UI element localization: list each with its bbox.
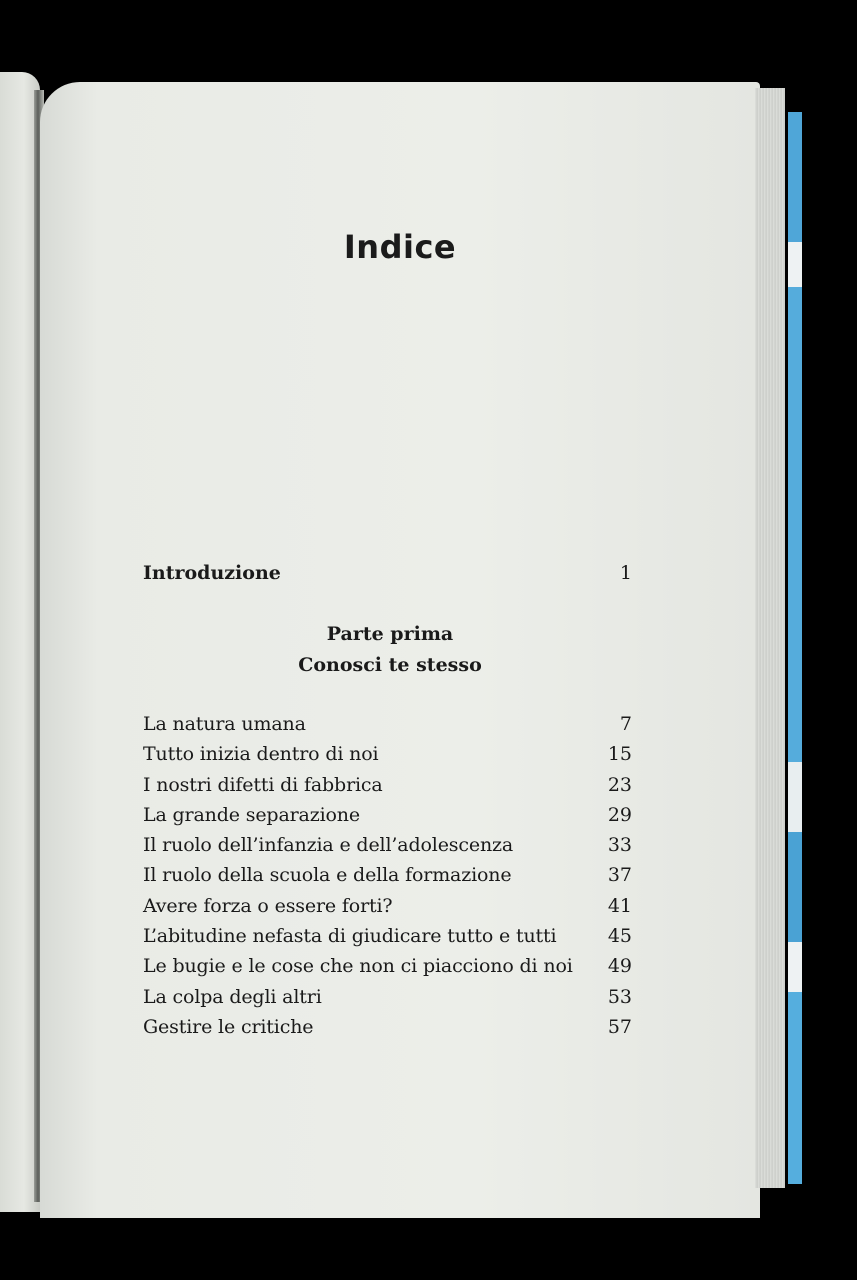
toc-entry-label: La natura umana	[143, 713, 306, 735]
toc-entry-label: Il ruolo della scuola e della formazione	[143, 864, 512, 887]
toc-entry	[143, 713, 632, 743]
toc-entry	[143, 743, 632, 773]
toc-entry-label: Avere forza o essere forti?	[143, 894, 393, 917]
toc-entry-page: 45	[607, 925, 632, 948]
toc-entry	[143, 834, 632, 864]
toc-entry-label: Gestire le critiche	[143, 1015, 314, 1038]
toc-entry-page: 29	[607, 803, 632, 826]
toc-entry-page: 23	[607, 773, 632, 796]
toc-entry	[143, 955, 632, 985]
toc-entry-page: 53	[607, 985, 632, 1008]
toc-entry-label: Tutto inizia dentro di noi	[143, 743, 379, 766]
toc-entry-page: 1	[619, 562, 632, 584]
toc-list	[143, 713, 632, 1046]
toc-entry	[143, 864, 632, 894]
toc-entry	[143, 925, 632, 955]
toc-entry-page: 49	[607, 955, 632, 978]
toc-entry-label: Il ruolo dell’infanzia e dell’adolescenza	[143, 834, 514, 857]
toc-entry-label: La colpa degli altri	[143, 985, 322, 1008]
toc-entry-label: Le bugie e le cose che non ci piacciono di noi	[143, 955, 573, 978]
toc-entry-page: 57	[607, 1015, 632, 1038]
toc-entry-page: 41	[607, 894, 632, 917]
index-title: Indice	[343, 228, 457, 266]
blue-cover-edge	[788, 112, 802, 1184]
toc-entry-label: Introduzione	[143, 562, 281, 584]
toc-entry	[143, 895, 632, 925]
toc-entry-page: 7	[619, 713, 632, 735]
toc-entry	[143, 774, 632, 804]
toc-entry	[143, 1016, 632, 1046]
toc-entry-page: 15	[607, 743, 632, 766]
toc-entry-introduction	[143, 562, 632, 584]
toc-entry-label: L’abitudine nefasta di giudicare tutto e tutti	[143, 925, 557, 948]
toc-entry-page: 33	[607, 834, 632, 857]
toc-entry	[143, 804, 632, 834]
toc-entry-label: La grande separazione	[143, 803, 360, 826]
toc-entry-label: I nostri difetti di fabbrica	[143, 773, 383, 796]
toc-entry	[143, 986, 632, 1016]
part-heading: Parte prima	[326, 623, 454, 645]
toc-entry-page: 37	[607, 864, 632, 887]
part-subtitle: Conosci te stesso	[298, 654, 482, 676]
